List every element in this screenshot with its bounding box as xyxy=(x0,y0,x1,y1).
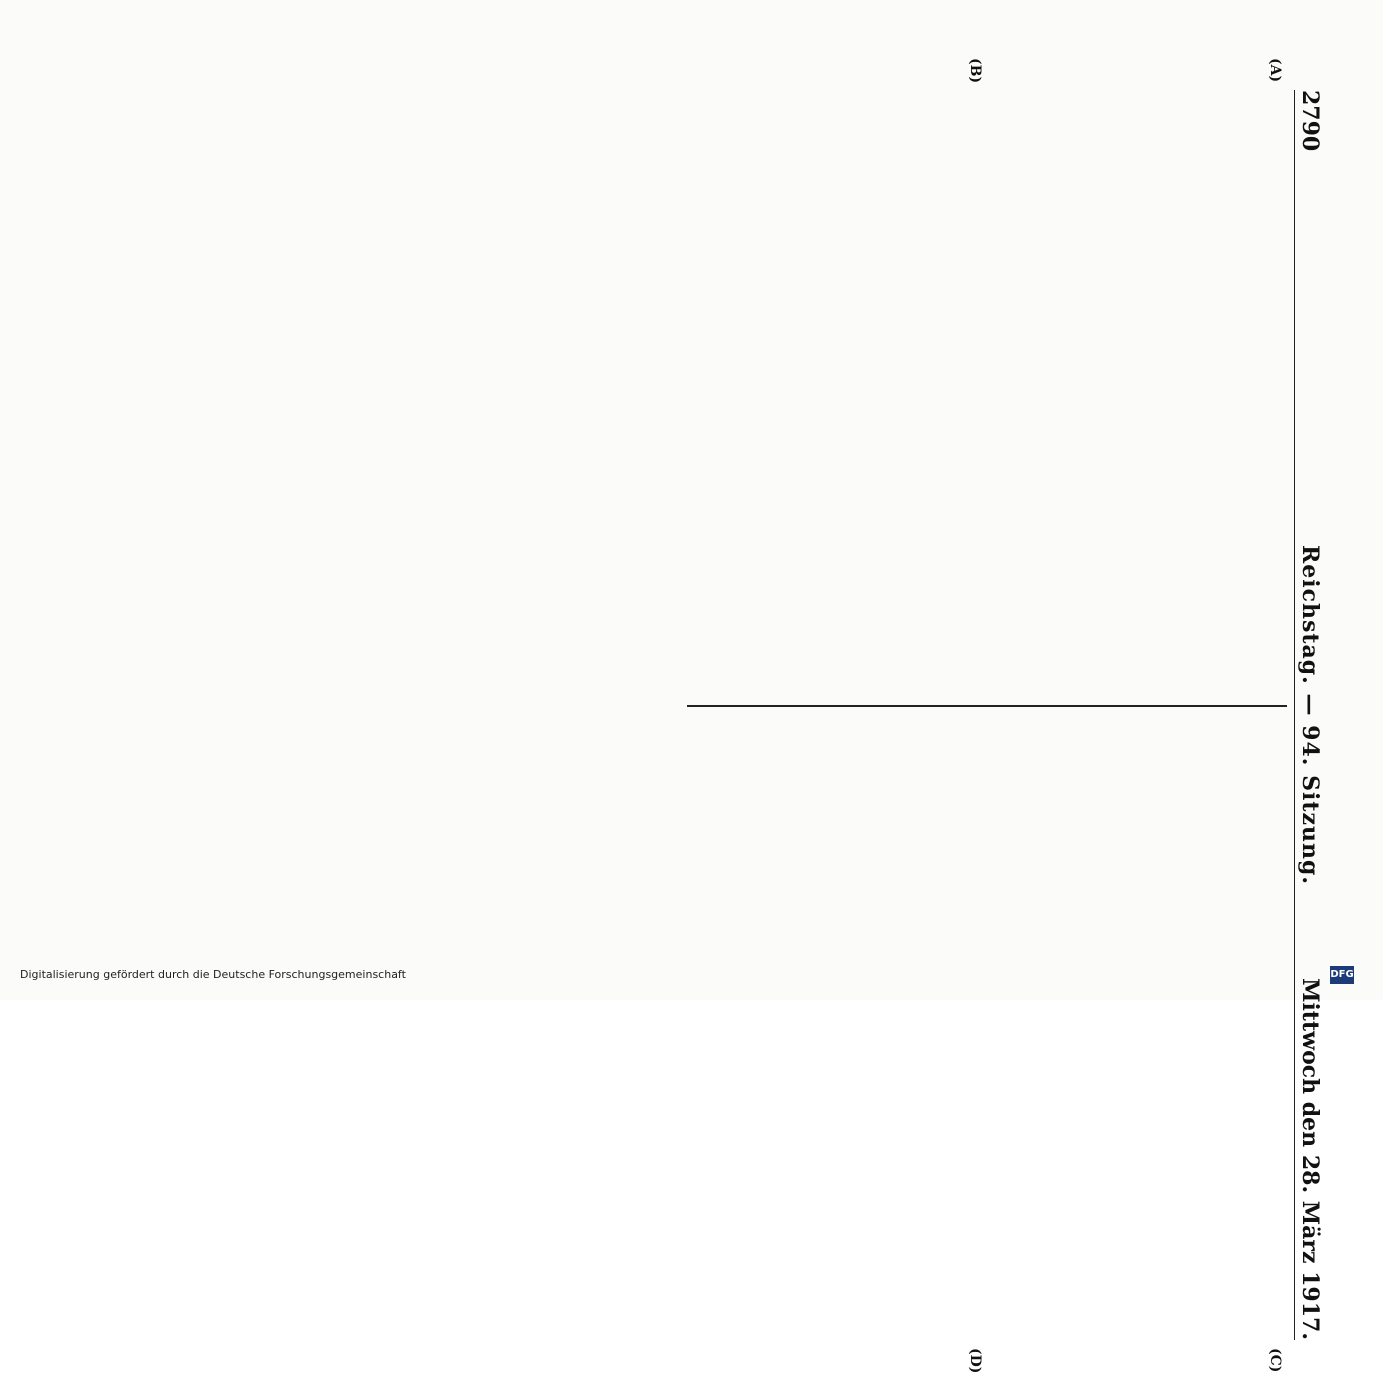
column-divider xyxy=(687,705,1287,707)
margin-marker-b: (B) xyxy=(967,58,983,84)
running-head: Reichstag. — 94. Sitzung. xyxy=(1297,544,1323,886)
margin-marker-a: (A) xyxy=(1267,58,1283,83)
page-number: 2790 xyxy=(1297,90,1323,152)
margin-marker-d: (D) xyxy=(967,1348,983,1373)
text-column-right xyxy=(687,720,1287,1340)
page-header xyxy=(1294,90,1325,1340)
footer-credit: Digitalisierung gefördert durch die Deutsche Forschungsgemeinschaft xyxy=(20,968,406,981)
dfg-logo: DFG xyxy=(1330,966,1354,984)
margin-marker-c: (C) xyxy=(1267,1348,1283,1373)
footer xyxy=(0,962,1383,992)
session-date: Mittwoch den 28. März 1917. xyxy=(1297,978,1323,1340)
text-column-left xyxy=(687,90,1287,690)
